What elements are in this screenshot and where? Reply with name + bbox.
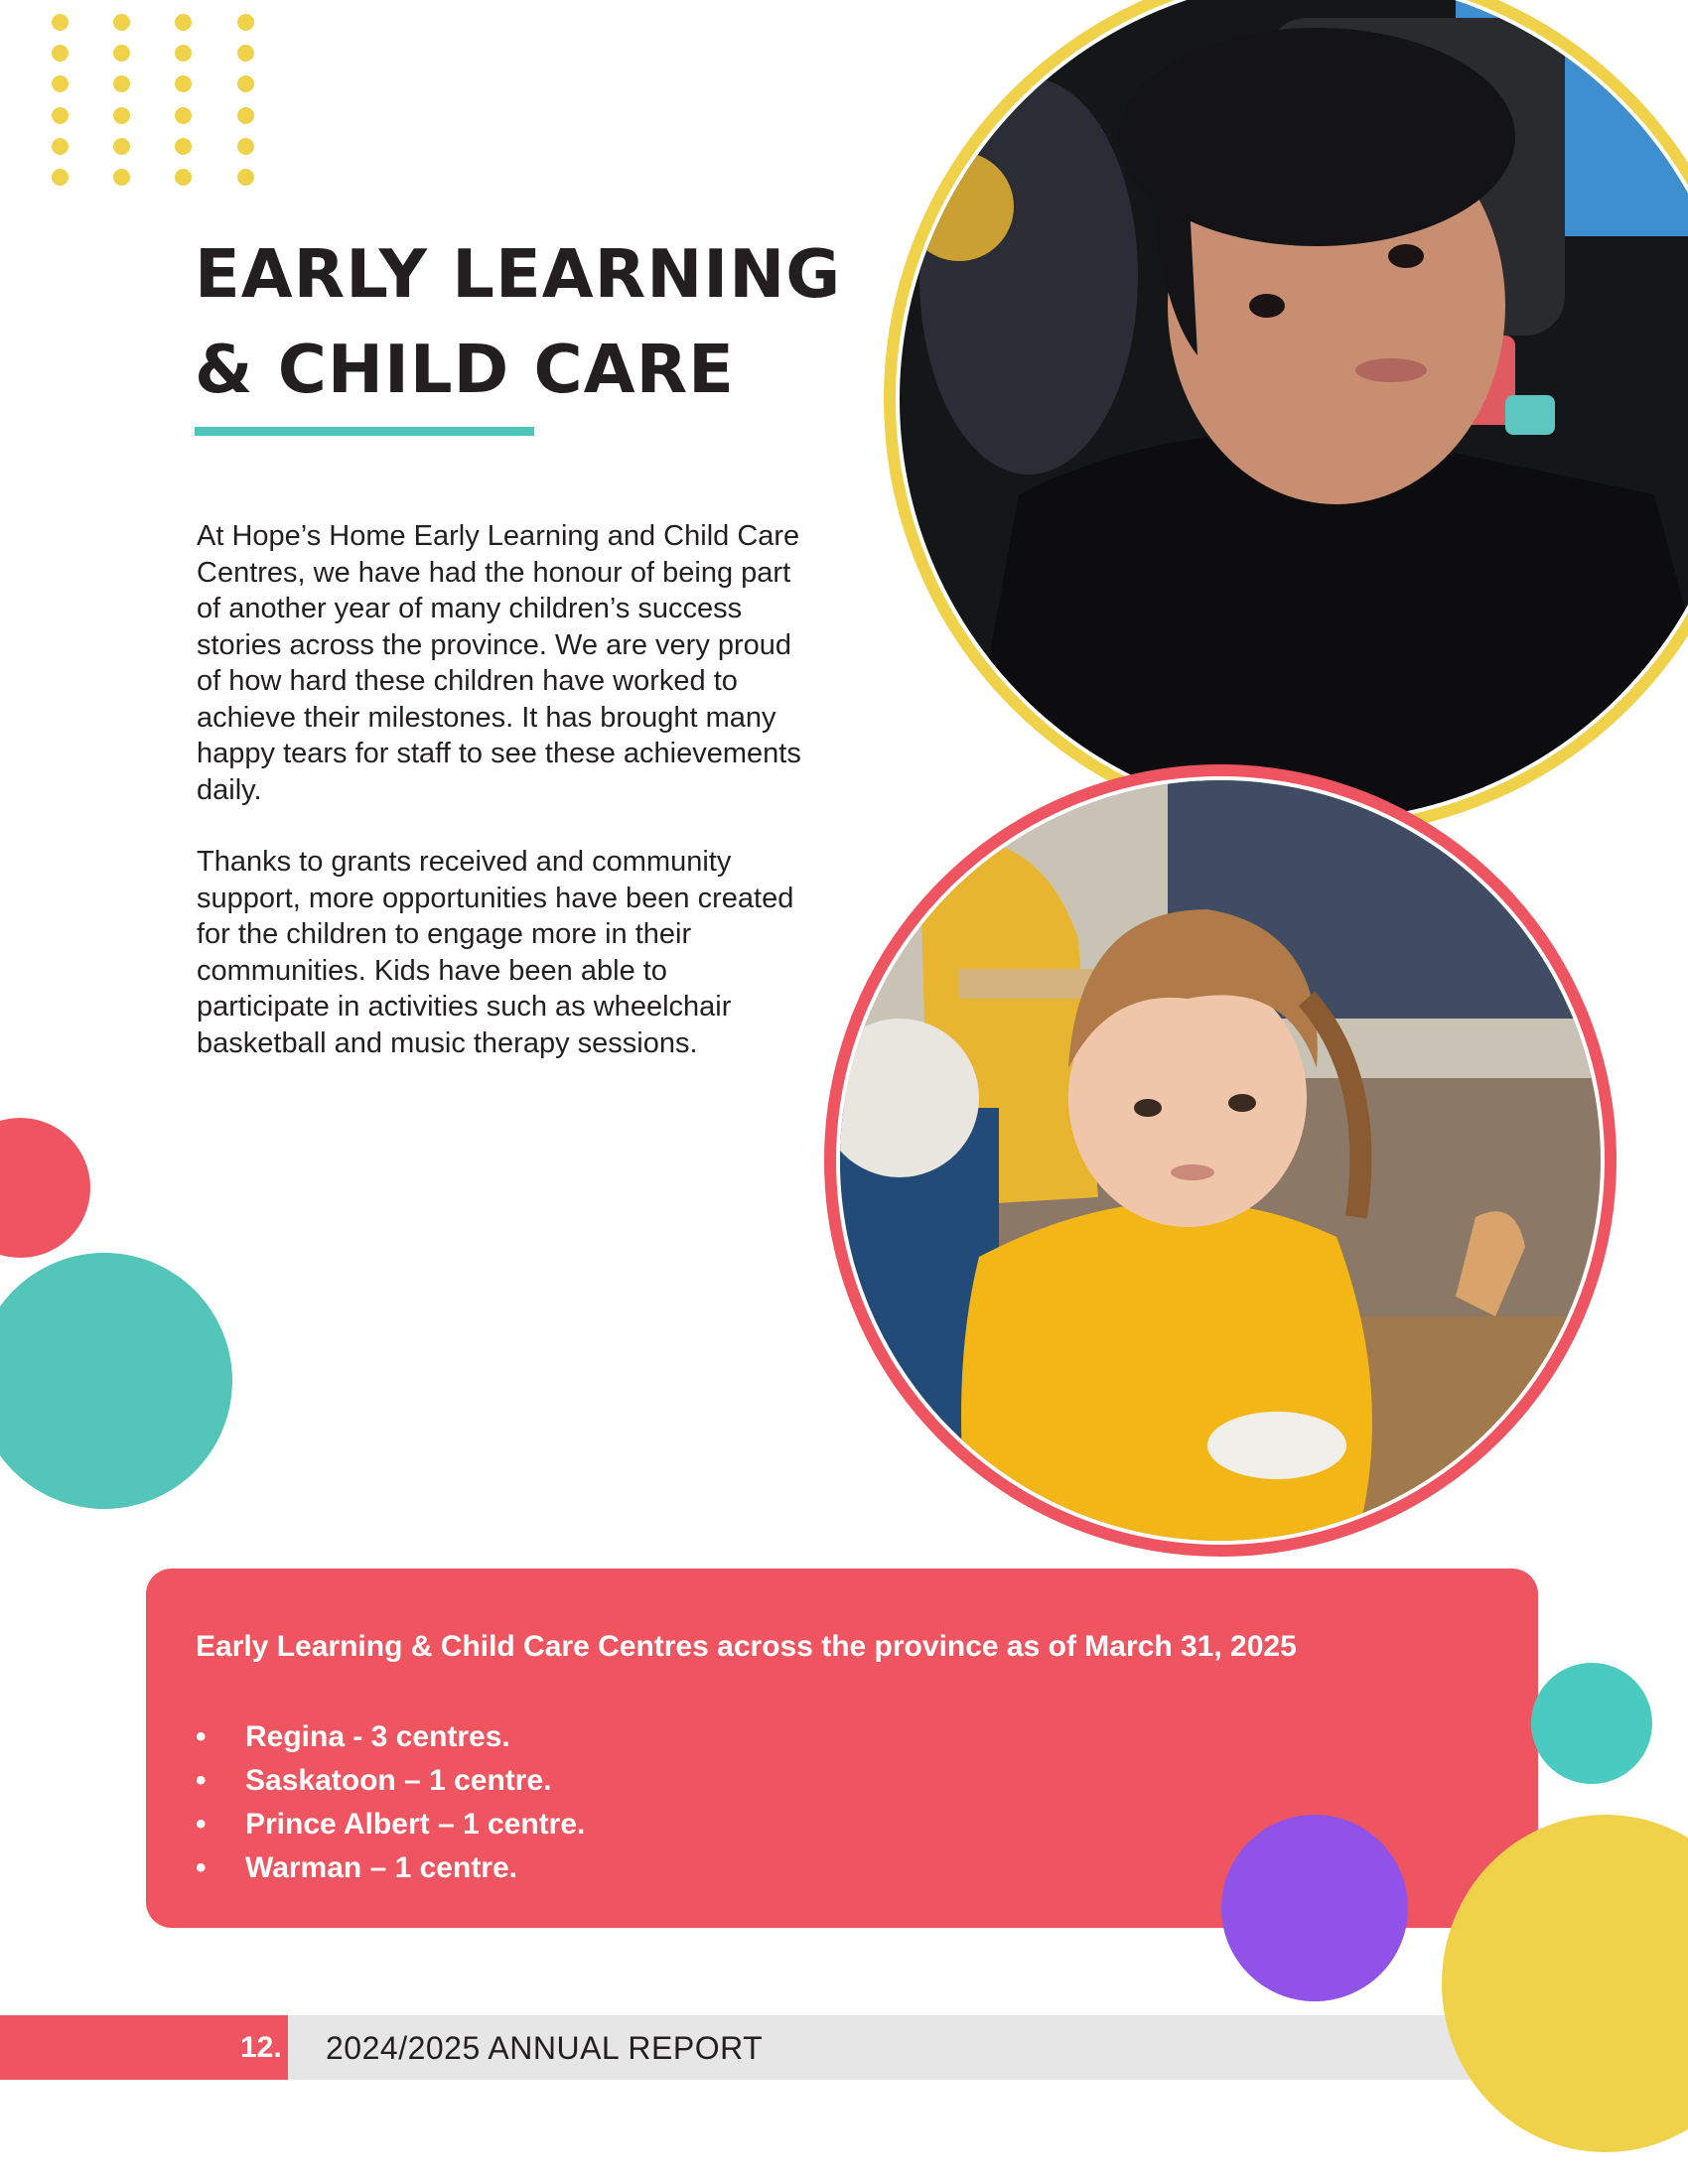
page-title bbox=[195, 226, 890, 417]
teal-circle-decoration bbox=[0, 1253, 232, 1509]
red-circle-decoration bbox=[0, 1118, 90, 1258]
centre-entry: Regina - 3 centres. bbox=[245, 1720, 510, 1753]
bullet-icon: • bbox=[196, 1720, 207, 1753]
child-eating-photo bbox=[824, 764, 1617, 1557]
list-item bbox=[196, 1715, 585, 1759]
bullet-icon: • bbox=[196, 1851, 207, 1884]
intro-paragraph-1: At Hope’s Home Early Learning and Child Care Centres, we have had the honour of being part of another year of many children’s success stories across the province. We are very proud of how hard these children have worked to achieve their milestones. It has brought many happy tears for staff to see these achievements daily. bbox=[197, 520, 801, 806]
purple-circle-decoration bbox=[1221, 1815, 1408, 2001]
centre-entry: Saskatoon – 1 centre. bbox=[245, 1764, 552, 1797]
dot-grid-decoration bbox=[52, 14, 270, 193]
page-number: 12. bbox=[240, 2031, 282, 2064]
intro-text bbox=[197, 518, 802, 1097]
list-item bbox=[196, 1846, 585, 1890]
title-underline bbox=[195, 427, 534, 436]
list-item bbox=[196, 1759, 585, 1803]
footer-report-title: 2024/2025 ANNUAL REPORT bbox=[326, 2030, 764, 2066]
list-item bbox=[196, 1803, 585, 1846]
teal-circle-decoration-small bbox=[1531, 1663, 1652, 1784]
bullet-icon: • bbox=[196, 1764, 207, 1797]
centres-heading: Early Learning & Child Care Centres across the province as of March 31, 2025 bbox=[196, 1630, 1297, 1663]
page-title-line-2: & CHILD CARE bbox=[195, 331, 735, 408]
bullet-icon: • bbox=[196, 1808, 207, 1841]
intro-paragraph-2: Thanks to grants received and community support, more opportunities have been created for the children to engage more in their communities. Kids have been able to participate in activities such as wheelchair basketball and music therapy sessions. bbox=[197, 846, 794, 1059]
page-title-line-1: EARLY LEARNING bbox=[195, 235, 842, 313]
centres-list bbox=[196, 1715, 585, 1890]
centre-entry: Prince Albert – 1 centre. bbox=[245, 1808, 586, 1841]
child-in-wheelchair-photo bbox=[884, 0, 1688, 836]
centre-entry: Warman – 1 centre. bbox=[245, 1851, 517, 1884]
